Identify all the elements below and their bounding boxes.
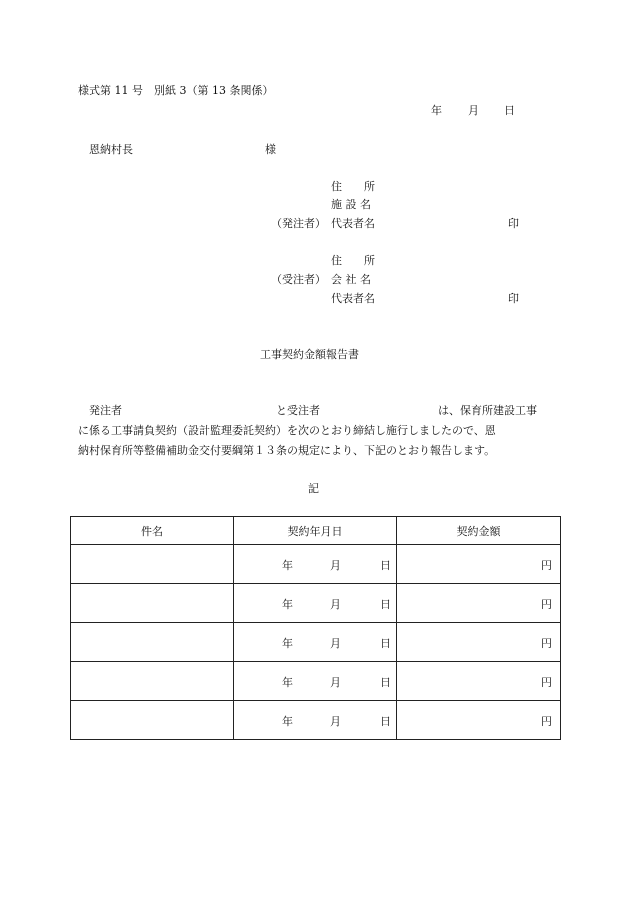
contract-amount-cell[interactable]: 円 [397,584,561,623]
orderer-seal: 印 [508,217,519,230]
table-row [71,545,561,584]
contractor-company-label: 会 社 名 [331,273,371,286]
table-row [71,584,561,623]
orderer-facility-label: 施 設 名 [331,198,371,211]
header-item-name: 件名 [71,517,234,545]
contractor-seal: 印 [508,292,519,305]
date-year-label: 年 [431,104,442,117]
table-row [71,662,561,701]
table-row [71,701,561,740]
orderer-role: （発注者） [271,217,326,230]
contract-amount-cell[interactable]: 円 [397,623,561,662]
contract-amount-cell[interactable]: 円 [397,662,561,701]
contractor-address-label: 住 所 [331,254,375,267]
document-title: 工事契約金額報告書 [260,348,359,361]
item-name-cell[interactable] [71,584,234,623]
item-name-cell[interactable] [71,545,234,584]
orderer-representative-label: 代表者名 [331,217,375,230]
contract-date-cell[interactable]: 年 月 日 [234,584,397,623]
report-paragraph [78,404,553,464]
item-name-cell[interactable] [71,662,234,701]
addressee-honorific: 様 [265,143,276,156]
table-header-row [71,517,561,545]
contract-amount-cell[interactable]: 円 [397,545,561,584]
contractor-representative-label: 代表者名 [331,292,375,305]
form-number: 様式第 11 号 別紙 3（第 13 条関係） [78,84,274,97]
contract-date-cell[interactable]: 年 月 日 [234,662,397,701]
paragraph-line-2: に係る工事請負契約（設計監理委託契約）を次のとおり締結し施行しましたので、恩 [78,424,496,437]
addressee-name: 恩納村長 [89,143,133,156]
ki-mark: 記 [308,482,319,495]
contract-date-cell[interactable]: 年 月 日 [234,701,397,740]
paragraph-line-3: 納村保育所等整備補助金交付要綱第１３条の規定により、下記のとおり報告します。 [78,444,496,457]
date-month-label: 月 [468,104,479,117]
orderer-lead: 発注者 [89,404,122,417]
date-day-label: 日 [504,104,515,117]
orderer-address-label: 住 所 [331,180,375,193]
contract-date-cell[interactable]: 年 月 日 [234,623,397,662]
table-row [71,623,561,662]
item-name-cell[interactable] [71,623,234,662]
header-contract-date: 契約年月日 [234,517,397,545]
contract-date-cell[interactable]: 年 月 日 [234,545,397,584]
contract-table [70,516,561,740]
item-name-cell[interactable] [71,701,234,740]
contractor-role: （受注者） [271,273,326,286]
contract-amount-cell[interactable]: 円 [397,701,561,740]
contractor-lead: と受注者 [276,404,320,417]
header-contract-amount: 契約金額 [397,517,561,545]
paragraph-line-1 [78,404,553,424]
project-lead: は、保育所建設工事 [438,404,537,417]
